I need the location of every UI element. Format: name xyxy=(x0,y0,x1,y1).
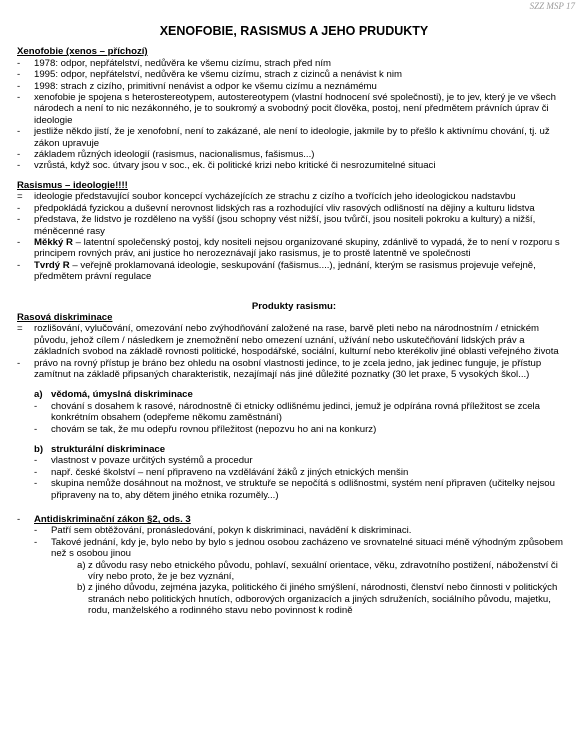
list-item: - xenofobie je spojena s heterostereotypem, autostereotypem (vlastní hodnocení své společnosti), je to jev, který je ve všech národech a není to nic nezákonného, je to soukromý a svobodný pocit člověka, postoj, není předmětem právních úprav či ideologie xyxy=(17,92,571,126)
list-item: - skupina nemůže dosáhnout na možnost, ve struktuře se nepočítá s odlišnostmi, systém není připraven (učitelky nejsou připraveny na to, aby dětem jiného etnika rozuměly...) xyxy=(34,478,571,501)
page-title: XENOFOBIE, RASISMUS A JEHO PRUDUKTY xyxy=(159,24,429,38)
list-item-mekky xyxy=(17,237,571,260)
rasova-list xyxy=(17,358,571,381)
item-text: z důvodu rasy nebo etnického původu, pohlaví, sexuální orientace, věku, zdravotního postižení, náboženství či víry nebo proto, že je bez vyznání, xyxy=(88,559,558,583)
subheading-label: strukturální diskriminace xyxy=(51,444,166,455)
list-item: - právo na rovný přístup je bráno bez ohledu na osobní vlastnosti jedince, to je zcela jedno, jak jedinec funguje, je přístup zamítnut na základě připsaných charakteristik, nezajímají nás jiné důležité poznatky (30 let praxe, 5 vysokých škol...) xyxy=(17,358,571,381)
list-item: - základem různých ideologií (rasismus, nacionalismus, fašismus...) xyxy=(17,149,571,160)
list-item: = ideologie představující soubor koncepcí vycházejících ze strachu z cizího a tvořících jeho ideologickou nadstavbu xyxy=(17,191,571,202)
mekky-label: Měkký R xyxy=(34,236,73,248)
list-item: - jestliže někdo jistí, že je xenofobní, není to zakázané, ale není to ideologie, jakmile by to přešlo k aktivnímu chování, tj. už zákon upravuje xyxy=(17,126,571,149)
list-item xyxy=(77,582,571,616)
list-item: - např. české školství – není připraveno na vzdělávání žáků z jiných etnických menšin xyxy=(34,467,571,478)
list-item: - Takové jednání, kdy je, bylo nebo by bylo s jednou osobou zacházeno ve srovnatelné situaci méně výhodným způsobem než s osobou jinou xyxy=(34,537,571,560)
zakon-sub-list xyxy=(17,560,571,617)
rasova-definition-list xyxy=(17,323,571,357)
section-heading-produkty: Produkty rasismu: xyxy=(251,300,337,312)
list-item-zakon-heading xyxy=(17,514,571,525)
list-item: - 1978: odpor, nepřátelství, nedůvěra ke všemu cizímu, strach před ním xyxy=(17,58,571,69)
rasismus-definition-list xyxy=(17,191,571,202)
zakon-heading: Antidiskriminační zákon §2, ods. 3 xyxy=(34,514,191,526)
list-item: - chování s dosahem k rasové, národnostně či etnicky odlišnému jedinci, jemuž je odpírána rovná příležitost se zcela konkrétním obsahem (odepřeme někomu zaměstnání) xyxy=(34,401,571,424)
zakon-items-list xyxy=(17,525,571,559)
list-item: - vzrůstá, když soc. útvary jsou v soc., ek. či politické krizi nebo kritické či nesrozumitelné situaci xyxy=(17,160,571,171)
list-item-tvrdy xyxy=(17,260,571,283)
list-item: - 1995: odpor, nepřátelství, nedůvěra ke všemu cizímu, strach z cizinců a nenávist k nim xyxy=(17,69,571,80)
list-item: = rozlišování, vylučování, omezování nebo zvýhodňování založené na rase, barvě pleti nebo na národnostním / etnickém původu, jehož cílem / následkem je znemožnění nebo omezení uznání, užívání nebo uskutečňování lidských práv a základních svobod na základě rovnosti politické, hospodářské, sociální, kulturní nebo kterékoliv jiné oblasti veřejného života xyxy=(17,323,571,357)
list-item: - 1998: strach z cizího, primitivní nenávist a odpor ke všemu cizímu a neznámému xyxy=(17,81,571,92)
subheading-vedoma-diskriminace xyxy=(17,389,571,400)
vedoma-list xyxy=(17,401,571,435)
list-item: - vlastnost v povaze určitých systémů a procedur xyxy=(34,455,571,466)
item-key: a) xyxy=(77,559,86,571)
section-heading-xenofobie: Xenofobie (xenos – příchozí) xyxy=(17,46,148,58)
list-item: - představa, že lidstvo je rozděleno na vyšší (jsou schopny vést nižší, jsou tvůrčí, jsou nositeli pokroku a kultury) a nižší, méněcenné rasy xyxy=(17,214,571,237)
item-key: b) xyxy=(77,582,86,594)
xenofobie-list xyxy=(17,58,571,172)
list-item: - chovám se tak, že mu odepřu rovnou příležitost (nepozvu ho ani na konkurz) xyxy=(34,424,571,435)
subheading-key: a) xyxy=(34,389,43,401)
subheading-strukturalni-diskriminace xyxy=(17,444,571,455)
subheading-key: b) xyxy=(34,444,44,455)
list-item: - předpokládá fyzickou a duševní nerovnost lidských ras a rozhodující vliv rasových odlišností na dějiny a kulturu lidstva xyxy=(17,203,571,214)
mekky-text: – latentní společenský postoj, kdy nositeli nejsou organizované skupiny, zdánlivě to vypadá, že to není v rozporu s principem rovných práv, ani justice ho nerozeznávají jako rasismus, je to prostě latentně ve společnosti xyxy=(34,236,560,260)
subsection-heading-rasova-diskriminace: Rasová diskriminace xyxy=(17,311,113,323)
strukturalni-list xyxy=(17,455,571,501)
zakon-list xyxy=(17,514,571,525)
tvrdy-text: – veřejně proklamovaná ideologie, seskupování (fašismus....), jednání, kterým se rasismus projevuje veřejně, předmětem právní regulace xyxy=(34,259,536,283)
list-item: - Patří sem obtěžování, pronásledování, pokyn k diskriminaci, navádění k diskriminaci. xyxy=(34,525,571,536)
tvrdy-label: Tvrdý R xyxy=(34,259,70,271)
item-text: z jiného důvodu, zejména jazyka, politického či jiného smýšlení, národnosti, členství nebo činnosti v politických stranách nebo politických hnutích, odborových organizacích a jiných sdruženích, sociálního původu, majetku, rodu, manželského a rodinného stavu nebo povinnost k rodině xyxy=(88,582,558,617)
header-corner-label: SZZ MSP 17 xyxy=(529,1,575,11)
list-item xyxy=(77,560,571,583)
subheading-label: vědomá, úmyslná diskriminace xyxy=(51,389,193,401)
rasismus-list xyxy=(17,203,571,283)
section-heading-rasismus: Rasismus – ideologie!!!! xyxy=(17,179,128,191)
